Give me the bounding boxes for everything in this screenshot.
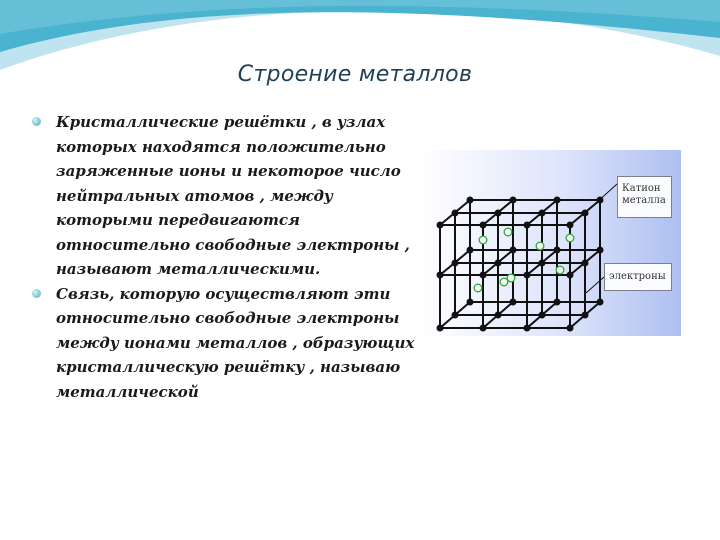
cation-label: Катион металла	[617, 176, 672, 218]
bullet-icon	[32, 117, 41, 126]
metal-lattice-figure	[420, 150, 681, 336]
bullet-item	[30, 110, 415, 282]
slide-title: Строение металлов	[237, 62, 473, 87]
bullet-icon	[32, 289, 41, 298]
bullet-list	[30, 110, 415, 404]
bullet-text: Кристаллические решётки , в узлах которых находятся положительно заряженные ионы и некоторое число нейтральных атомов , между которыми передвигаются относительно свободные электроны , называют металлическими.	[56, 113, 410, 278]
bullet-text: Связь, которую осуществляют эти относительно свободные электроны между ионами металлов , образующих кристаллическую решётку , называю металлической	[56, 284, 415, 401]
bullet-item	[30, 282, 415, 405]
electrons-label: электроны	[604, 263, 672, 291]
